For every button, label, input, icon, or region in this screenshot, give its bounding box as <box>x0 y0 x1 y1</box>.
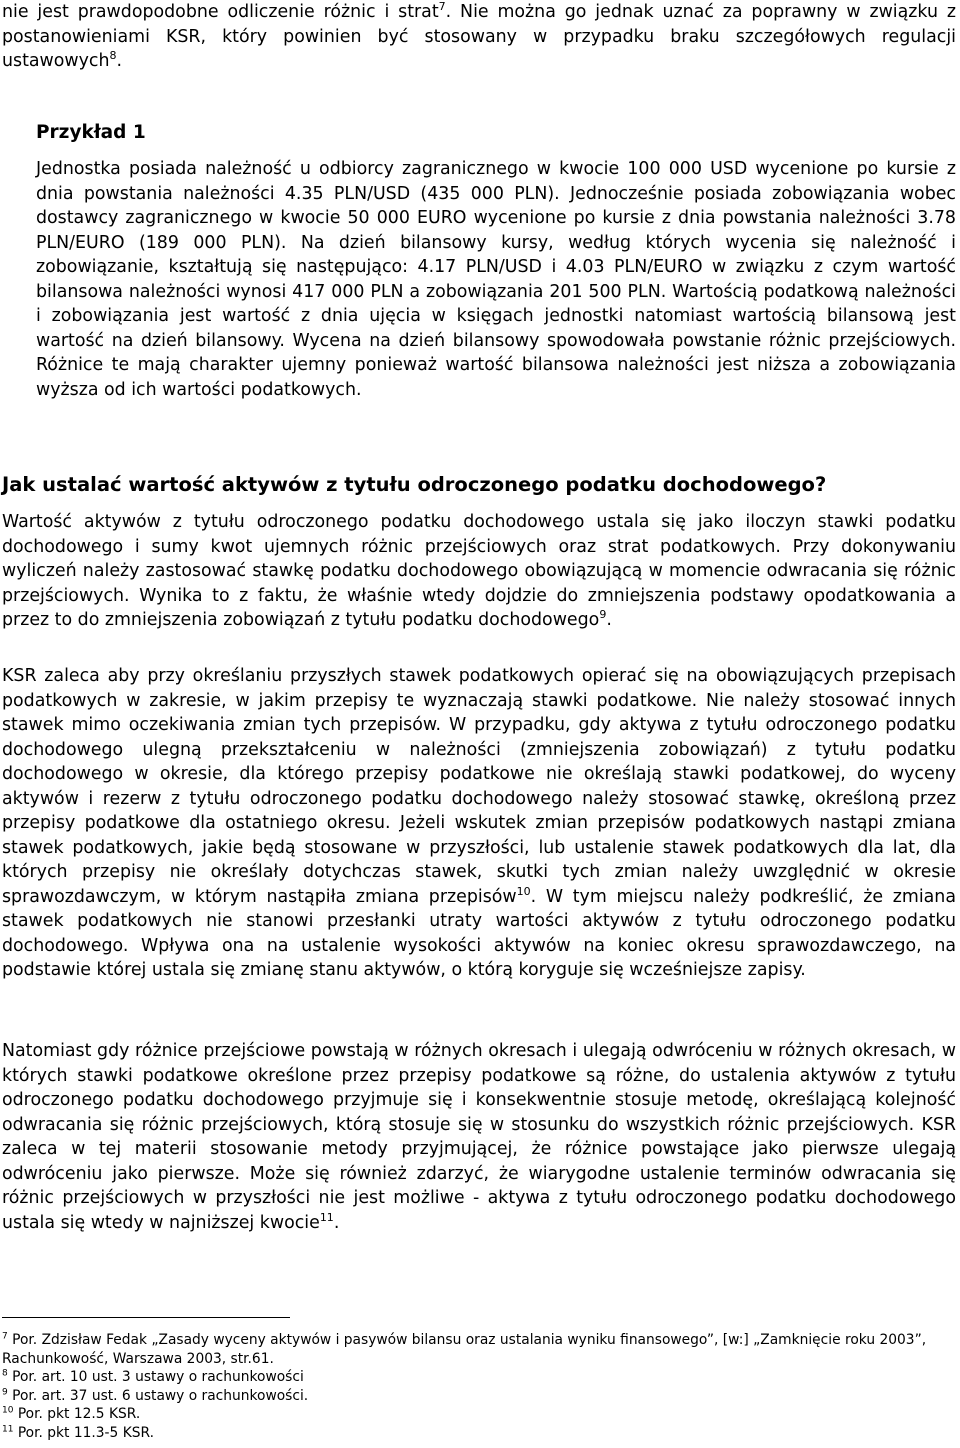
paragraph-3-text: Natomiast gdy różnice przejściowe powstają w różnych okresach i ulegają odwróceniu w różnych okresach, w których stawki podatkowe określone przez przepisy podatkowe są różne, do ustalenia aktywów z tytułu odroczonego podatku dochodowego przyjmuje się i konsekwentnie stosuje metodę, określającą kolejność odwracania się różnic przejściowych, którą stosuje się w stosunku do wszystkich różnic przejściowych. KSR zaleca w tej materii stosowanie metody przyjmującej, że różnice powstające jako pierwsze ulegają odwróceniu jako pierwsze. Może się również zdarzyć, że wiarygodne ustalenie terminów odwracania się różnic przejściowych w przyszłości nie jest możliwe - aktywa z tytułu odroczonego podatku dochodowego ustala się wtedy w najniższej kwocie <box>2 1041 956 1233</box>
footnote-number: 9 <box>2 1386 8 1397</box>
footnote-ref-11: 11 <box>319 1210 334 1224</box>
intro-paragraph <box>2 0 956 74</box>
footnote-7 <box>2 1331 956 1368</box>
footnote-ref-9: 9 <box>599 608 607 622</box>
footnote-number: 10 <box>2 1405 14 1416</box>
intro-text-b: . Nie można go jednak uznać za poprawny w związku z postanowieniami KSR, który powinien być stosowany w przypadku braku szczegółowych regulacji ustawowych <box>2 2 956 71</box>
footnote-number: 11 <box>2 1423 14 1434</box>
footnote-10 <box>2 1405 956 1424</box>
section-paragraph-3 <box>2 1039 956 1235</box>
example-title: Przykład 1 <box>36 122 146 143</box>
footnote-number: 8 <box>2 1368 8 1379</box>
paragraph-1-text: Wartość aktywów z tytułu odroczonego podatku dochodowego ustala się jako iloczyn stawki podatku dochodowego i sumy kwot ujemnych różnic przejściowych oraz strat podatkowych. Przy dokonywaniu wyliczeń należy zastosować stawkę podatku dochodowego obowiązującą w momencie odwracania się różnic przejściowych. Wynika to z faktu, że właśnie wtedy dojdzie do zmniejszenia podstawy opodatkowania a przez to do zmniejszenia zobowiązań z tytułu podatku dochodowego <box>2 512 956 630</box>
footnote-ref-8: 8 <box>109 49 117 63</box>
footnote-text: Por. Zdzisław Fedak „Zasady wyceny aktywów i pasywów bilansu oraz ustalania wyniku finansowego”, [w:] „Zamknięcie roku 2003”, Rachunkowość, Warszawa 2003, str.61. <box>2 1332 927 1367</box>
intro-text-c: . <box>116 51 123 71</box>
footnote-number: 7 <box>2 1331 8 1342</box>
section-paragraph-1 <box>2 510 956 633</box>
section-heading: Jak ustalać wartość aktywów z tytułu odroczonego podatku dochodowego? <box>2 473 827 496</box>
footnote-8 <box>2 1368 956 1387</box>
paragraph-2-rest: . W tym miejscu należy podkreślić, że zmiana stawek podatkowych nie stanowi przesłanki utraty wartości aktywów z tytułu odroczonego podatku dochodowego. Wpływa ona na ustalenie wysokości aktywów na koniec okresu sprawozdawczego, na podstawie której ustala się zmianę stanu aktywów, o którą koryguje się wcześniejsze zapisy. <box>2 886 956 980</box>
footnote-text: Por. art. 37 ust. 6 ustawy o rachunkowości. <box>12 1387 309 1404</box>
intro-text-a: nie jest prawdopodobne odliczenie różnic i strat <box>2 2 439 22</box>
footnote-text: Por. art. 10 ust. 3 ustawy o rachunkowości <box>12 1369 304 1385</box>
footnote-11 <box>2 1424 956 1443</box>
footnote-separator <box>2 1317 290 1318</box>
footnote-9 <box>2 1387 956 1406</box>
footnotes <box>2 1331 956 1442</box>
footnote-text: Por. pkt 12.5 KSR. <box>17 1406 141 1422</box>
footnote-text: Por. pkt 11.3-5 KSR. <box>17 1424 154 1441</box>
footnote-ref-10: 10 <box>516 884 531 898</box>
footnote-ref-7: 7 <box>438 0 446 14</box>
paragraph-2-text: KSR zaleca aby przy określaniu przyszłych stawek podatkowych opierać się na obowiązujących przepisach podatkowych w zakresie, w jakim przepisy te wyznaczają stawki podatkowe. Nie należy stosować innych stawek mimo oczekiwania zmian tych przepisów. W przypadku, gdy aktywa z tytułu odroczonego podatku dochodowego ulegną przekształceniu w należności (zmniejszenia zobowiązań) z tytułu podatku dochodowego w okresie, dla którego przepisy podatkowe nie określają stawki podatkowej, do wyceny aktywów i rezerw z tytułu odroczonego podatku dochodowego należy stosować stawkę, określoną przez przepisy podatkowe dla ostatniego okresu. Jeżeli wskutek zmian przepisów podatkowych nastąpi zmiana stawek podatkowych, jakie będą stosowane w przyszłości, lub ustalenie stawek podatkowych dla lat, dla których przepisy nie określały dotychczas stawek, skutki tych zmian należy uwzględnić w okresie sprawozdawczym, w którym nastąpiła zmiana przepisów <box>2 666 956 907</box>
example-paragraph: Jednostka posiada należność u odbiorcy zagranicznego w kwocie 100 000 USD wycenione po kursie z dnia powstania należności 4.35 PLN/USD (435 000 PLN). Jednocześnie posiada zobowiązania wobec dostawcy zagranicznego w kwocie 50 000 EURO wycenione po kursie z dnia powstania należności 3.78 PLN/EURO (189 000 PLN). Na dzień bilansowy kursy, według których wycenia się należność i zobowiązanie, kształtują się następująco: 4.17 PLN/USD i 4.03 PLN/EURO w związku z czym wartość bilansowa należności wynosi 417 000 PLN a zobowiązania 201 500 PLN. Wartością podatkową należności i zobowiązania jest wartość z dnia ujęcia w księgach jednostki natomiast wartością bilansową jest wartość na dzień bilansowy. Wycena na dzień bilansowy spowodowała powstanie różnic przejściowych. Różnice te mają charakter ujemny ponieważ wartość bilansowa należności jest niższa a zobowiązania wyższa od ich wartości podatkowych. <box>36 159 956 400</box>
paragraph-1-end: . <box>606 610 612 630</box>
paragraph-3-end: . <box>333 1212 340 1233</box>
section-paragraph-2 <box>2 664 956 983</box>
